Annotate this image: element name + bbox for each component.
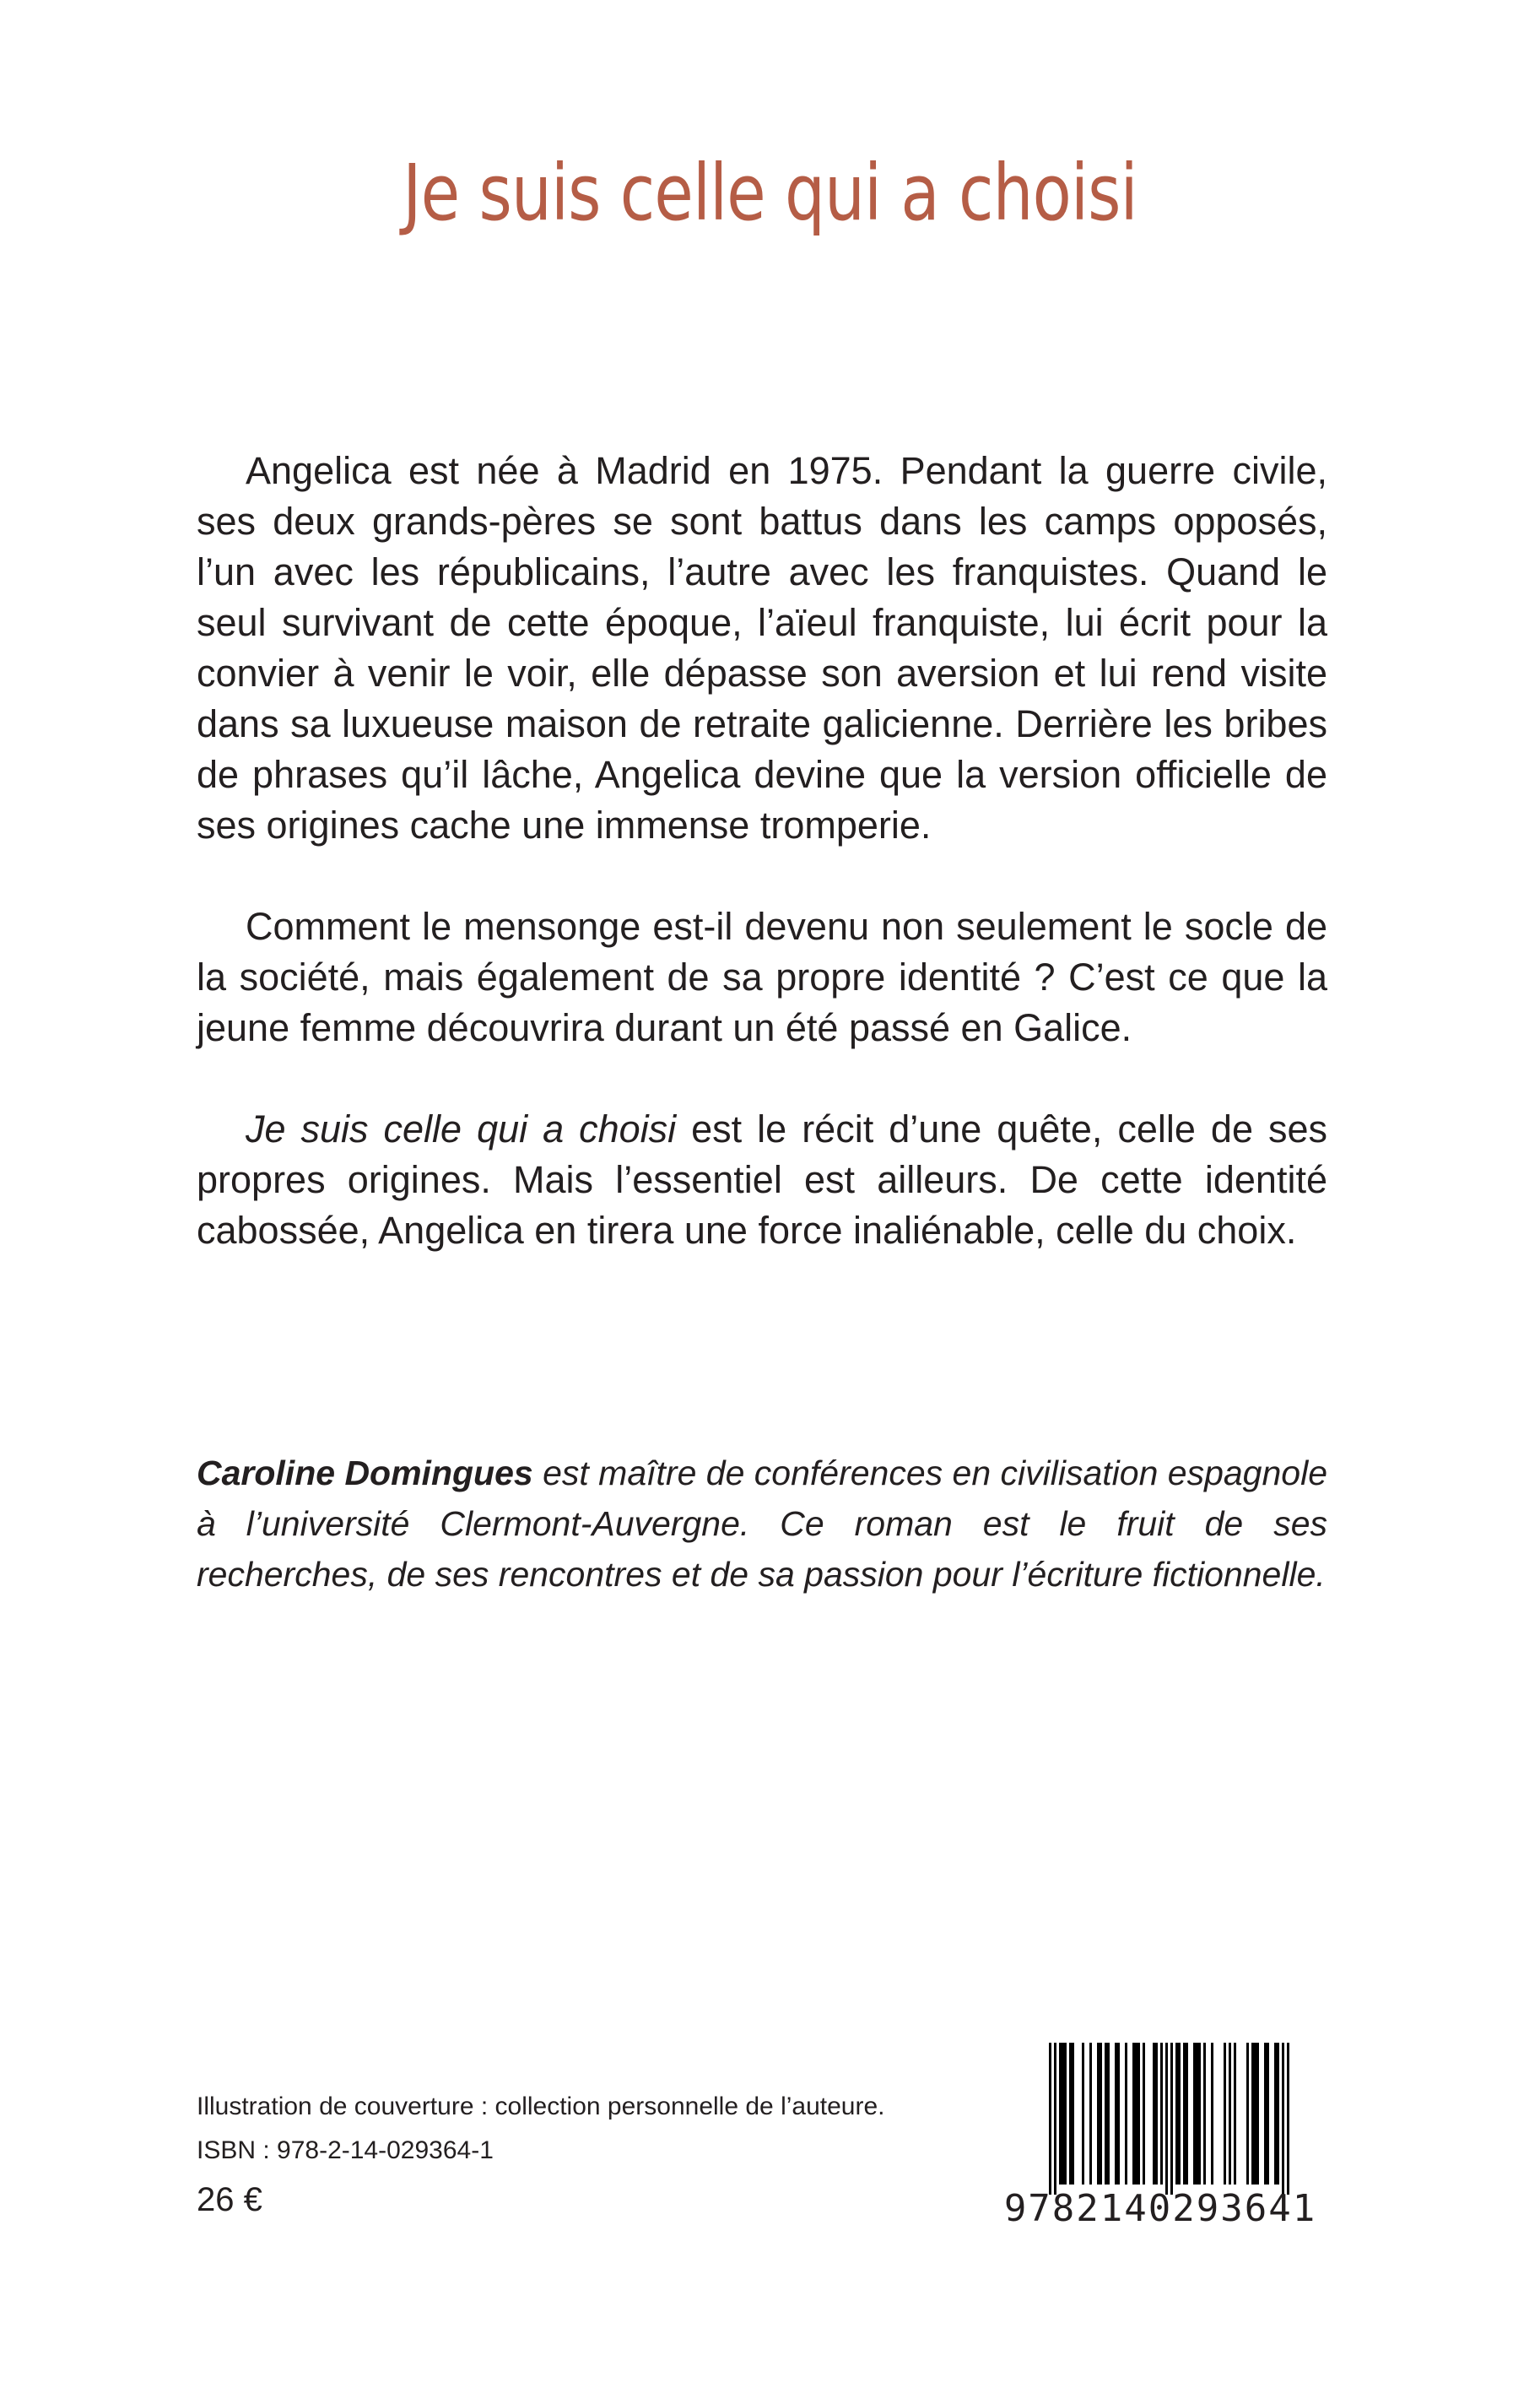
barcode-bar — [1234, 2043, 1236, 2185]
barcode-bar — [1153, 2043, 1155, 2185]
author-bio-paragraph — [197, 1448, 1327, 1600]
barcode-bar — [1186, 2043, 1188, 2185]
barcode-bar — [1254, 2043, 1256, 2185]
barcode-bar — [1135, 2043, 1137, 2185]
barcode-bar — [1137, 2043, 1140, 2185]
barcode-bar — [1069, 2043, 1072, 2185]
barcode-bar — [1125, 2043, 1127, 2185]
barcode-bar — [1105, 2043, 1107, 2185]
barcode-bar — [1246, 2043, 1249, 2185]
barcode-bar — [1082, 2043, 1084, 2185]
barcode-bar — [1117, 2043, 1120, 2185]
barcode-bar — [1054, 2043, 1056, 2195]
barcode-bar — [1160, 2043, 1163, 2185]
barcode-bar — [1170, 2043, 1173, 2195]
barcode-bar — [1143, 2043, 1145, 2185]
barcode-bar — [1100, 2043, 1102, 2185]
barcode-bar — [1072, 2043, 1074, 2185]
barcode-bar — [1211, 2043, 1213, 2185]
author-bio — [197, 1448, 1327, 1600]
synopsis-paragraph-2: Comment le mensonge est-il devenu non seulement le socle de la société, mais également de sa propre identité ? C’est ce que la jeune femme découvrira durant un été passé en Galice. — [197, 905, 1327, 1049]
barcode-bar — [1064, 2043, 1067, 2185]
barcode-bar — [1193, 2043, 1196, 2185]
barcode-bar — [1287, 2043, 1289, 2195]
barcode-bar — [1097, 2043, 1100, 2185]
price: 26 € — [197, 2181, 262, 2218]
barcode-bar — [1062, 2043, 1064, 2185]
barcode-bar — [1277, 2043, 1279, 2185]
barcode-bar — [1203, 2043, 1206, 2185]
barcode-bars — [996, 2026, 1325, 2195]
barcode-bar — [1282, 2043, 1284, 2195]
barcode-bar — [1059, 2043, 1062, 2185]
synopsis-paragraph-1: Angelica est née à Madrid en 1975. Pendant la guerre civile, ses deux grands-pères se sont battus dans les camps opposés, l’un avec les républicains, l’autre avec les franquistes. Quand le seul survivant de cette époque, l’aïeul franquiste, lui écrit pour la convier à venir le voir, elle dépasse son aversion et lui rend visite dans sa luxueuse maison de retraite galicienne. Derrière les bribes de phrases qu’il lâche, Angelica devine que la version officielle de ses origines cache une immense tromperie. — [197, 449, 1327, 847]
barcode-bar — [1107, 2043, 1110, 2185]
synopsis-paragraph-3-text: est le récit d’une quête, celle de ses propres origines. Mais l’essentiel est ailleurs. De cette identité cabossée, Angelica en tirera une force inaliénable, celle du choix. — [197, 1107, 1327, 1252]
barcode-bar — [1115, 2043, 1117, 2185]
barcode-bar — [1155, 2043, 1158, 2185]
barcode-bar — [1049, 2043, 1051, 2195]
author-bio-text: est maître de conférences en civilisation espagnole à l’université Clermont-Auvergne. Ce roman est le fruit de ses recherches, de ses rencontres et de sa passion pour l’écriture fictionnelle. — [197, 1454, 1328, 1594]
title-reference: Je suis celle qui a choisi — [246, 1107, 677, 1150]
barcode-bar — [1229, 2043, 1231, 2185]
barcode-bar — [1256, 2043, 1259, 2185]
isbn: ISBN : 978-2-14-029364-1 — [197, 2136, 494, 2164]
barcode-bar — [1274, 2043, 1277, 2185]
barcode-bar — [1165, 2043, 1168, 2195]
barcode-bar — [1178, 2043, 1181, 2185]
barcode-bar — [1264, 2043, 1267, 2185]
barcode-bar — [1224, 2043, 1226, 2185]
barcode-bar — [1175, 2043, 1178, 2185]
synopsis-paragraph-3 — [197, 1104, 1327, 1256]
barcode — [996, 2026, 1325, 2237]
author-name: Caroline Domingues — [197, 1454, 533, 1492]
book-title: Je suis celle qui a choisi — [403, 148, 1137, 238]
barcode-bar — [1132, 2043, 1135, 2185]
barcode-digits: 9782140293641 — [1003, 2187, 1317, 2230]
barcode-bar — [1251, 2043, 1254, 2185]
barcode-bar — [1089, 2043, 1092, 2185]
barcode-bar — [1198, 2043, 1201, 2185]
synopsis — [197, 446, 1327, 1256]
credits — [197, 2085, 884, 2223]
barcode-bar — [1196, 2043, 1198, 2185]
illustration-credit: Illustration de couverture : collection personnelle de l’auteure. — [197, 2093, 885, 2120]
barcode-bar — [1183, 2043, 1186, 2185]
barcode-bar — [1267, 2043, 1269, 2185]
